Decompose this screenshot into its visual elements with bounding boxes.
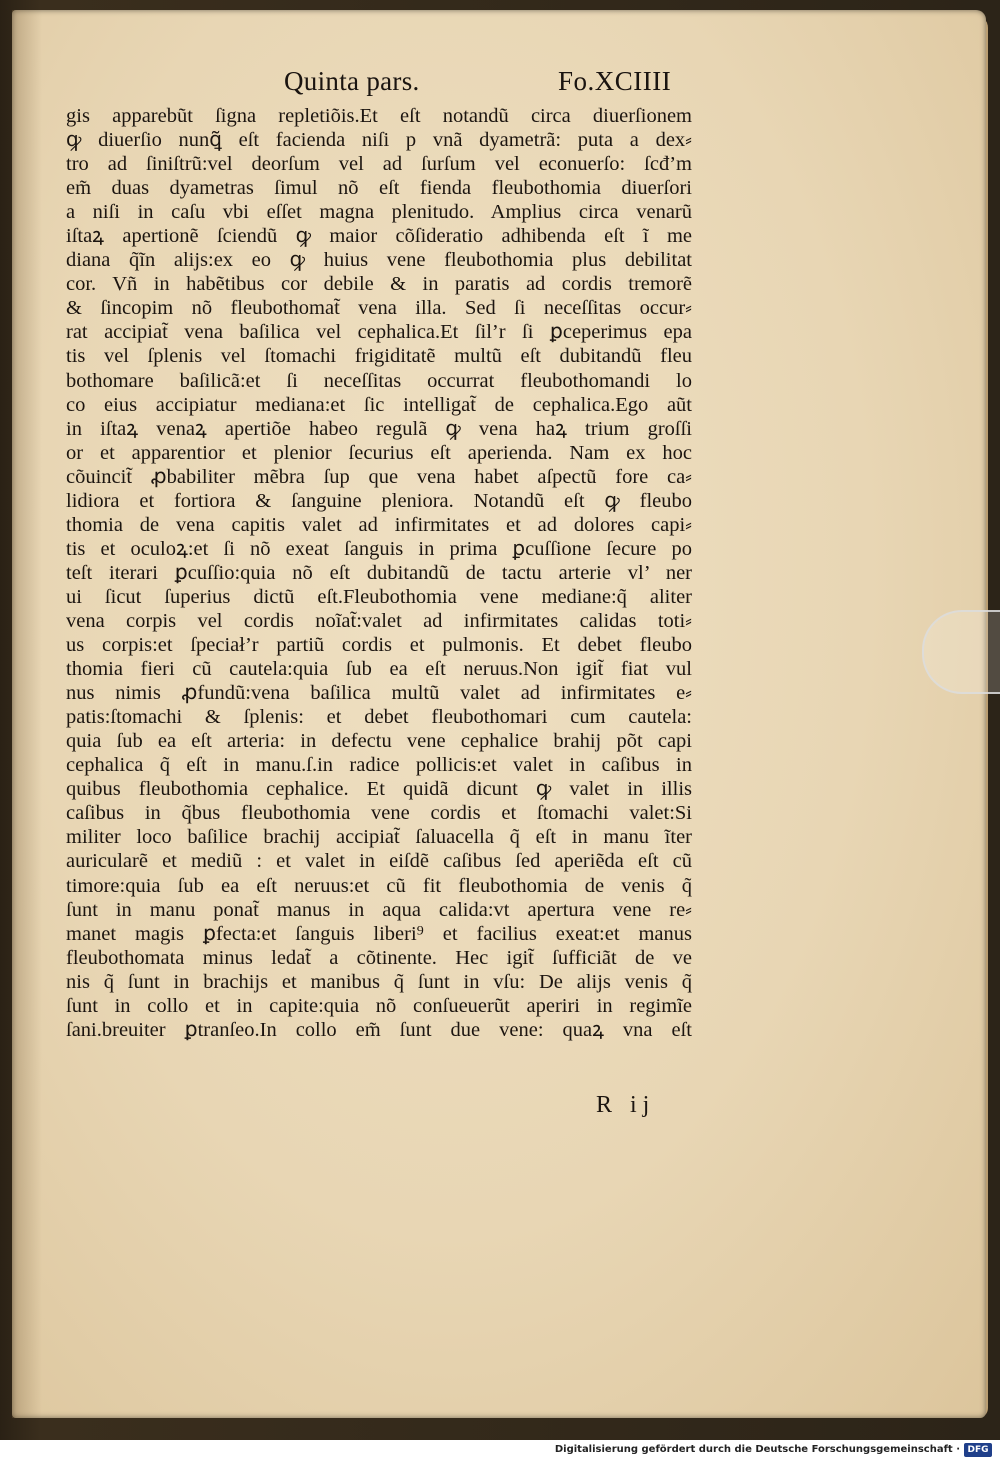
text-line: quia ſub ea eſt arteria: in defectu vene cephalice brahij põt capi <box>66 730 692 753</box>
text-line: ſunt in collo et in capite:quia nõ conſueuerũt aperiri in regimĩe <box>66 994 692 1017</box>
text-line: vena corpis vel cordis noĩat̃:valet ad infirmitates calidas toti⸗ <box>66 609 692 632</box>
text-line: militer loco baſilice brachij accipiat̃ ſaluacella q̃ eſt in manu ĩter <box>66 826 692 849</box>
running-head: Quinta pars. <box>284 66 420 96</box>
text-line: rat accipiat̃ vena baſilica vel cephalica.Et ſil’r ſi ꝑceperimus epa <box>66 321 692 344</box>
text-line: thomia de vena capitis valet ad infirmitates et ad dolores capi⸗ <box>66 513 692 536</box>
text-line: ui ſicut ſuperius dictũ eſt.Fleubothomia vene mediane:q̃ aliter <box>66 585 692 608</box>
text-block <box>66 104 692 1042</box>
gutter-shadow <box>12 10 42 1418</box>
text-line: & ſincopim nõ fleubothomat̃ vena illa. Sed ſi neceſſitas occur⸗ <box>66 297 692 320</box>
text-line: diana q̃ĩn alijs:ex eo ꝙ huius vene fleubothomia plus debilitat <box>66 249 692 272</box>
text-line: cephalica q̃ eſt in manu.ſ.in radice pollicis:et valet in caſibus in <box>66 754 692 777</box>
text-line: quibus fleubothomia cephalice. Et quidã dicunt ꝙ valet in illis <box>66 778 692 801</box>
text-line: co eius accipiatur mediana:et ſic intelligat̃ de cephalica.Ego aũt <box>66 393 692 416</box>
funding-credit: Digitalisierung gefördert durch die Deutsche Forschungsgemeinschaft · <box>554 1444 960 1455</box>
folio-number: Fo.XCIIII <box>558 66 672 96</box>
text-line: manet magis ꝑfecta:et ſanguis liberi⁹ et facilius exeat:et manus <box>66 922 692 945</box>
text-line: caſibus in q̃bus fleubothomia vene cordis et ſtomachi valet:Si <box>66 802 692 825</box>
text-line: ſani.breuiter ꝑtranſeo.In collo em̃ ſunt due vene: quaꝝ vna eſt <box>66 1018 692 1041</box>
text-line: a niſi in caſu vbi eſſet magna plenitudo. Amplius circa venarũ <box>66 201 692 224</box>
text-line: tro ad ſiniſtrũ:vel deorſum vel ad ſurſum vel econuerſo: ſcđ’m <box>66 153 692 176</box>
text-line: teſt iterari ꝑcuſſio:quia nõ eſt dubitandũ de tactu arterie vl’ ner <box>66 561 692 584</box>
text-line: nus nimis ꝓfundũ:vena baſilica multũ valet ad infirmitates e⸗ <box>66 682 692 705</box>
text-line: fleubothomata minus ledat̃ a cõtinente. Hec igit̃ ſufficiãt de ve <box>66 946 692 969</box>
text-line: ꝙ diuerſio nunꝗ̃ eſt facienda niſi p vnã dyametrã: puta a dex⸗ <box>66 129 692 152</box>
text-line: em̃ duas dyametras ſimul nõ eſt fienda fleubothomia diuerſori <box>66 177 692 200</box>
text-line: tis vel ſplenis vel ſtomachi frigiditatẽ multũ eſt dubitandũ fleu <box>66 345 692 368</box>
page-clip <box>922 610 1000 694</box>
text-line: gis apparebũt ſigna repletiõis.Et eſt notandũ circa diuerſionem <box>66 105 692 127</box>
text-line: or et apparentior et plenior ſecurius eſt aperienda. Nam ex hoc <box>66 441 692 464</box>
text-line: nis q̃ ſunt in brachijs et manibus q̃ ſunt in vſu: De alijs venis q̃ <box>66 970 692 993</box>
text-line: bothomare baſilicã:et ſi neceſſitas occurrat fleubothomandi lo <box>66 369 692 392</box>
text-line: thomia fieri cũ cautela:quia ſub ea eſt neruus.Non igit̃ fiat vul <box>66 658 692 681</box>
footer-bar <box>0 1440 1000 1461</box>
text-line: ſunt in manu ponat̃ manus in aqua calida:vt apertura vene re⸗ <box>66 898 692 921</box>
text-line: in iſtaꝝ venaꝝ apertiõe habeo regulã ꝙ vena haꝝ trium groſſi <box>66 417 692 440</box>
dfg-logo: DFG <box>964 1443 992 1457</box>
text-line: iſtaꝝ apertionẽ ſciendũ ꝙ maior cõſideratio adhibenda eſt ĩ me <box>66 225 692 248</box>
text-line: patis:ſtomachi & ſplenis: et debet fleubothomari cum cautela: <box>66 706 692 729</box>
signature-mark: R ij <box>596 1092 656 1118</box>
text-line: cõuincit̃ ꝓbabiliter mẽbra ſup que vena habet aſpectũ fore ca⸗ <box>66 465 692 488</box>
text-line: cor. Vñ in habẽtibus cor debile & in paratis ad cordis tremorẽ <box>66 273 692 296</box>
text-line: tis et oculoꝝ:et ſi nõ exeat ſanguis in prima ꝑcuſſione ſecure po <box>66 537 692 560</box>
text-line: lidiora et fortiora & ſanguine pleniora. Notandũ eſt ꝙ fleubo <box>66 489 692 512</box>
text-line: us corpis:et ſpeciał’r partiũ cordis et pulmonis. Et debet fleubo <box>66 634 692 657</box>
text-line: timore:quia ſub ea eſt neruus:et cũ fit fleubothomia de venis q̃ <box>66 874 692 897</box>
text-line: auricularẽ et mediũ : et valet in eiſdẽ caſibus ſed aperiẽda eſt cũ <box>66 850 692 873</box>
